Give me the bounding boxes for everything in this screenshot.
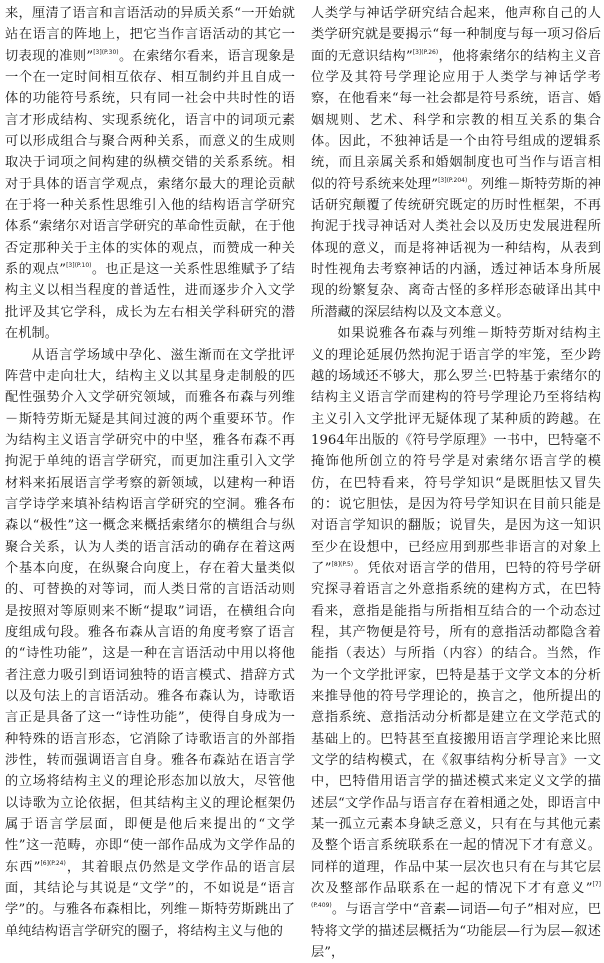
- left-paragraph-2: [5, 345, 295, 943]
- citation: [3](P.204): [438, 176, 468, 184]
- text-run: 。与语言学中“音素—词语—句子”相对应，巴特将文学的描述层概括为“功能层—行为层—叙述层”，: [311, 902, 601, 961]
- text-run: 。列维－斯特劳斯的神话研究颠覆了传统研究既定的历时性框架，不再拘泥于找寻神话对人类社会以及历史发展进程所体现的意义，而是将神话视为一种结构，从表到时性视角去考察神话的内涵，透过神话本身所展现的纷繁复杂、离奇古怪的多样形态破译出其中所潜藏的深层结构以及文本意义。: [311, 176, 601, 320]
- text-run: ，其着眼点仍然是文学作品的语言层面，其结论与其说是“文学”的，不如说是“语言学”的。与雅各布森相比，列维－斯特劳斯跳出了单纯结构语言学研究的圈子，将结构主义与他的: [5, 859, 295, 939]
- citation: [3](P.30): [93, 48, 119, 56]
- text-run: 。在索绪尔看来，语言现象是一个在一定时间相互依存、相互制约并且自成一体的功能符号系统，只有同一社会中共时性的语言才形成结构、实现系统化，语言中的词项元素可以形成组合与聚合两种关系，而意义的生成则取决于词项之间构建的纵横交错的关系系统。相对于具体的语言学观点，索绪尔最大的理论贡献在于将一种关系性思维引入他的结构语言学研究体系“索绪尔对语言学研究的革命性贡献，在于他否定那种关于主体的实体的观点，而赞成一种关系的观点”: [5, 48, 295, 278]
- citation: [7](P.409): [311, 881, 601, 910]
- citation: [3](P.26): [412, 48, 439, 56]
- text-run: 。也正是这一关系性思维赋予了结构主义以相当程度的普适性，进而逐步介入文学批评及其它学科，成长为左右相关学科研究的潜在机制。: [5, 262, 296, 342]
- citation: [8](P.5): [331, 560, 354, 568]
- left-paragraph-1: [5, 3, 295, 345]
- right-column: [311, 3, 601, 963]
- text-run: 来，厘清了语言和言语活动的异质关系“一开始就站在语言的阵地上，把它当作言语活动的其它一切表现的准则”: [5, 6, 295, 64]
- citation: [6](P.24): [40, 859, 66, 867]
- text-run: ，他将索绪尔的结构主义音位学及其符号学理论应用于人类学与神话学考察，在他看来“每一社会都是符号系统，语言、婚姻规则、艺术、科学和宗教的相互关系的集合体。因此，不独神话是一个由符号组成的逻辑系统，而且亲属关系和婚姻制度也可当作与语言相似的符号系统来处理”: [311, 48, 601, 192]
- right-paragraph-2: [311, 323, 601, 963]
- text-run: 。凭依对语言学的借用，巴特的符号学研究探寻着语言之外意指系统的建构方式，在巴特看来，意指是能指与所指相互结合的一个动态过程，其产物便是符号，所有的意指活动都隐含着能指（表达）与所指（内容）的结合。当然，作为一个文学批评家，巴特是基于文学文本的分析来推导他的符号学理论的，换言之，他所提出的意指系统、意指活动分析都是建立在文学范式的基础上的。巴特甚至直接搬用语言学理论来比照文学的结构模式，在《叙事结构分析导言》一文中，巴特借用语言学的描述模式来定义文学的描述层“文学作品与语言存在着相通之处，即语言中某一孤立元素本身缺乏意义，只有在与其他元素及整个语言系统联系在一起的情况下才有意义。同样的道理，作品中某一层次也只有在与其它层次及整部作品联系在一起的情况下才有意义”: [311, 560, 601, 897]
- citation: [3](P.10): [66, 262, 92, 270]
- text-run: 人类学与神话学研究结合起来，他声称自己的人类学研究就是要揭示“每一种制度与每一项习俗后面的无意识结构”: [311, 6, 601, 64]
- right-paragraph-1: [311, 3, 601, 323]
- text-run: 从语言学场域中孕化、滋生渐而在文学批评阵营中走向壮大，结构主义以其星身走制般的匹配性强势介入文学研究领域，而雅各布森与列维－斯特劳斯无疑是其间过渡的两个重要环节。作为结构主义语言学研究中的中坚，雅各布森不再拘泥于单纯的语言学研究，而更加注重引入文学材料来拓展语言学考察的新领域，以建构一种语言学诗学来填补结构语言学研究的空洞。雅各布森以“极性”这一概念来概括索绪尔的横组合与纵聚合关系，认为人类的语言活动的确存在着这两个基本向度，在纵聚合向度上，存在着大量类似的、可替换的对等词，而人类日常的言语活动则是按照对等原则来不断“提取”词语，在横组合向度组成句段。雅各布森从言语的角度考察了语言的“诗性功能”，这是一种在言语活动中用以将他者注意力吸引到语词独特的语言模式、措辞方式以及句法上的言语活动。雅各布森认为，诗歌语言正是具备了这一“诗性功能”，使得自身成为一种特殊的语言形态，它消除了诗歌语言的外部指涉性，转而强调语言自身。雅各布森站在语言学的立场将结构主义的理论形态加以放大，尽管他以诗歌为立论依据，但其结构主义的理论框架仍属于语言学层面，即便是他后来提出的“文学性”这一范畴，亦即“使一部作品成为文学作品的东西”: [5, 347, 295, 875]
- text-run: 如果说雅各布森与列维－斯特劳斯对结构主义的理论延展仍然拘泥于语言学的牢笼，至少跨越的场域还不够大，那么罗兰·巴特基于索绪尔的结构主义语言学而建构的符号学理论乃至将结构主义引入文学批评无疑体现了某种质的跨越。在1964年出版的《符号学原理》一书中，巴特毫不掩饰他所创立的符号学是对索绪尔语言学的模仿，在巴特看来，符号学知识“是既胆怯又冒失的：说它胆怯，是因为符号学知识在目前只能是对语言学知识的翻版；说冒失，是因为这一知识至少在设想中，已经应用到那些非语言的对象上了”: [311, 326, 601, 576]
- left-column: [5, 3, 295, 942]
